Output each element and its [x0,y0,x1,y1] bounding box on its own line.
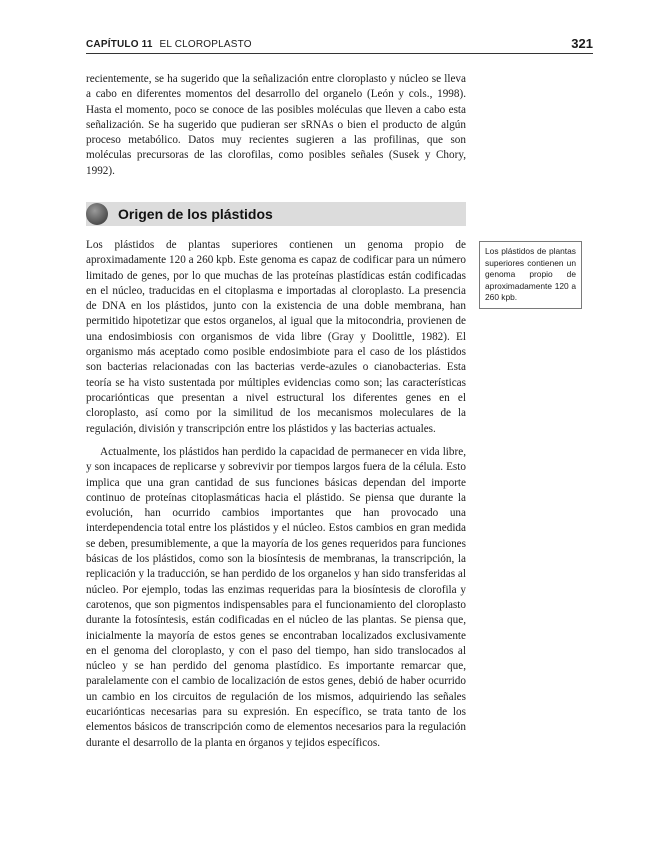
margin-note [479,241,582,309]
section-bullet-icon [86,203,108,225]
chapter-label: CAPÍTULO 11 [86,39,153,50]
chapter-title: EL CLOROPLASTO [159,39,252,50]
section-heading [86,202,466,226]
margin-note-text: Los plástidos de plantas superiores contienen un genoma propio de aproximadamente 120 a 260 kpb. [485,246,576,303]
paragraph-intro: recientemente, se ha sugerido que la señalización entre cloroplasto y núcleo se lleva a cabo en diferentes momentos del desarrollo del organelo (León y cols., 1998). Hasta el momento, poco se conoce de las posibles moléculas que lleven a cabo esta señalización. Se ha sugerido que pudieran ser sRNAs o bien el producto de algún proceso metabólico. Datos muy recientes sugieren a las profilinas, que son moléculas precursoras de las clorofilas, como posibles señales (Susek y Chory, 1992). [86,73,466,177]
section-title: Origen de los plástidos [118,206,273,222]
paragraph-origin: Los plástidos de plantas superiores contienen un genoma propio de aproximadamente 120 a 260 kpb. Este genoma es capaz de codificar para un número limitado de genes, por lo que muchas de las proteínas plastídicas están codificadas en el núcleo, traducidas en el citoplasma e importadas al cloroplasto. La presencia de DNA en los plástidos, junto con la existencia de una doble membrana, han permitido hipotetizar que estos organelos, al igual que la mitocondria, provienen de una endosimbiosis con organismos de vida libre (Gray y Doolittle, 1982). El organismo más aceptado como posible endosimbiote para el caso de los plástidos son bacterias relacionadas con las bacterias verde-azules o cianobacterias. Esta teoría se ha visto sustentada por múltiples evidencias como son; las características procariónticas que presentan a nivel estructural los diferentes genes en el cloroplasto, así como por la similitud de los mecanismos moleculares de la regulación, división y transcripción entre los plástidos y las bacterias actuales. [86,239,466,435]
page-number: 321 [571,36,593,51]
running-header [86,36,593,54]
paragraph-current: Actualmente, los plástidos han perdido la capacidad de permanecer en vida libre, y son incapaces de replicarse y sobrevivir por tiempos largos fuera de la célula. Esto implica que una gran cantidad de sus funciones básicas dependan del importe continuo de proteínas citoplasmáticas hacia el plástido. Se piensa que durante la evolución, han ocurrido cambios importantes que han provocado una interdependencia total entre los plástidos y el núcleo. Estos cambios en gran medida se deben, presumiblemente, a que la mayoría de los genes requeridos para funciones básicas de los plástidos, como son la biosíntesis de membranas, la transcripción, la replicación y la traducción, se han perdido de los organelos y han sido transferidas al núcleo. Por ejemplo, todas las enzimas requeridas para la biosíntesis de clorofila y carotenos, que son pigmentos indispensables para el funcionamiento del cloroplasto durante la fotosíntesis, están codificadas en el núcleo de las plantas. Se piensa que, inicialmente la mayoría de estos genes se encontraban localizados exclusivamente en el genoma del cloroplasto, y con el paso del tiempo, han sido translocados al núcleo y se han perdido del genoma plastídico. Es importante remarcar que, paralelamente con el cambio de localización de estos genes, debió de haber ocurrido un cambio en los circuitos de regulación de los mismos, adquiriendo las señales eucariónticas necesarias para su expresión. En específico, se trata tanto de los elementos básicos de transcripción como de elementos necesarios para la regulación durante el desarrollo de la planta en órganos y tejidos específicos. [86,446,466,749]
